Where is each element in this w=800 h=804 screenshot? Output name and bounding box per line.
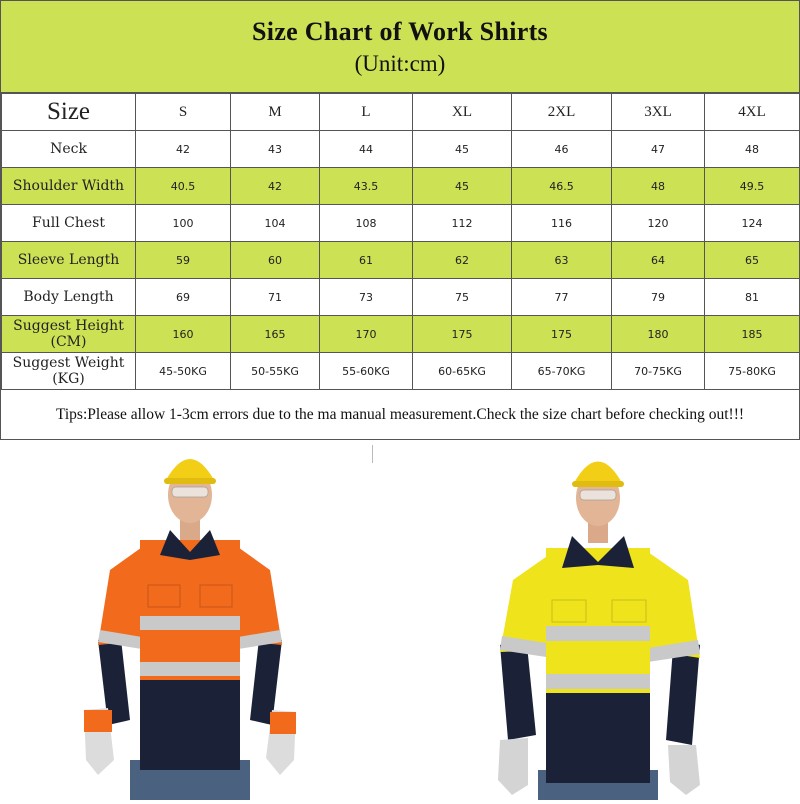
cell: 48 xyxy=(612,168,705,205)
row-label xyxy=(2,316,136,353)
row-label xyxy=(2,353,136,390)
row-label-line1: Suggest Weight xyxy=(12,355,125,371)
cell: 73 xyxy=(320,279,413,316)
cell: 160 xyxy=(136,316,231,353)
size-col-4xl: 4XL xyxy=(705,94,800,131)
cell: 61 xyxy=(320,242,413,279)
size-col-m: M xyxy=(231,94,320,131)
orange-shirt-photo xyxy=(70,440,330,800)
cell: 60 xyxy=(231,242,320,279)
cell: 77 xyxy=(512,279,612,316)
cell: 45 xyxy=(413,168,512,205)
cell: 100 xyxy=(136,205,231,242)
tips-note: Tips:Please allow 1-3cm errors due to the ma manual measurement.Check the size chart before checking out!!! xyxy=(1,389,799,440)
cell: 40.5 xyxy=(136,168,231,205)
size-col-2xl: 2XL xyxy=(512,94,612,131)
cell: 69 xyxy=(136,279,231,316)
row-label-line2: (KG) xyxy=(52,371,85,387)
table-row-sleeve-length xyxy=(2,242,800,279)
table-row-full-chest xyxy=(2,205,800,242)
cell: 60-65KG xyxy=(413,353,512,390)
row-label: Sleeve Length xyxy=(2,242,136,279)
row-label: Neck xyxy=(2,131,136,168)
cell: 79 xyxy=(612,279,705,316)
size-col-l: L xyxy=(320,94,413,131)
size-header-label: Size xyxy=(2,94,136,131)
cell: 65-70KG xyxy=(512,353,612,390)
size-col-s: S xyxy=(136,94,231,131)
cell: 43.5 xyxy=(320,168,413,205)
table-row-shoulder-width xyxy=(2,168,800,205)
size-col-3xl: 3XL xyxy=(612,94,705,131)
cell: 42 xyxy=(231,168,320,205)
cell: 50-55KG xyxy=(231,353,320,390)
yellow-shirt-photo xyxy=(478,440,738,800)
cell: 43 xyxy=(231,131,320,168)
size-header-row xyxy=(2,94,800,131)
row-label: Shoulder Width xyxy=(2,168,136,205)
row-label: Body Length xyxy=(2,279,136,316)
cell: 59 xyxy=(136,242,231,279)
cell: 165 xyxy=(231,316,320,353)
cell: 81 xyxy=(705,279,800,316)
cell: 45 xyxy=(413,131,512,168)
cell: 175 xyxy=(413,316,512,353)
table-row-body-length xyxy=(2,279,800,316)
cell: 46.5 xyxy=(512,168,612,205)
size-col-xl: XL xyxy=(413,94,512,131)
size-table xyxy=(1,93,800,390)
row-label-line1: Suggest Height xyxy=(13,318,124,334)
yellow-shirt-model-illustration xyxy=(478,440,738,800)
cell: 175 xyxy=(512,316,612,353)
table-row-neck xyxy=(2,131,800,168)
cell: 44 xyxy=(320,131,413,168)
table-row-suggest-height xyxy=(2,316,800,353)
cell: 64 xyxy=(612,242,705,279)
table-row-suggest-weight xyxy=(2,353,800,390)
cell: 112 xyxy=(413,205,512,242)
cell: 55-60KG xyxy=(320,353,413,390)
cell: 75-80KG xyxy=(705,353,800,390)
photo-divider xyxy=(372,445,373,463)
title-band xyxy=(1,1,799,93)
cell: 120 xyxy=(612,205,705,242)
cell: 47 xyxy=(612,131,705,168)
cell: 62 xyxy=(413,242,512,279)
cell: 42 xyxy=(136,131,231,168)
cell: 185 xyxy=(705,316,800,353)
chart-title: Size Chart of Work Shirts xyxy=(252,17,548,46)
cell: 75 xyxy=(413,279,512,316)
row-label: Full Chest xyxy=(2,205,136,242)
chart-subtitle: (Unit:cm) xyxy=(354,51,446,76)
cell: 170 xyxy=(320,316,413,353)
cell: 46 xyxy=(512,131,612,168)
cell: 70-75KG xyxy=(612,353,705,390)
orange-shirt-model-illustration xyxy=(70,440,330,800)
row-label-line2: (CM) xyxy=(50,334,87,350)
cell: 63 xyxy=(512,242,612,279)
cell: 48 xyxy=(705,131,800,168)
cell: 65 xyxy=(705,242,800,279)
cell: 124 xyxy=(705,205,800,242)
cell: 49.5 xyxy=(705,168,800,205)
cell: 104 xyxy=(231,205,320,242)
cell: 180 xyxy=(612,316,705,353)
cell: 45-50KG xyxy=(136,353,231,390)
cell: 71 xyxy=(231,279,320,316)
cell: 116 xyxy=(512,205,612,242)
cell: 108 xyxy=(320,205,413,242)
